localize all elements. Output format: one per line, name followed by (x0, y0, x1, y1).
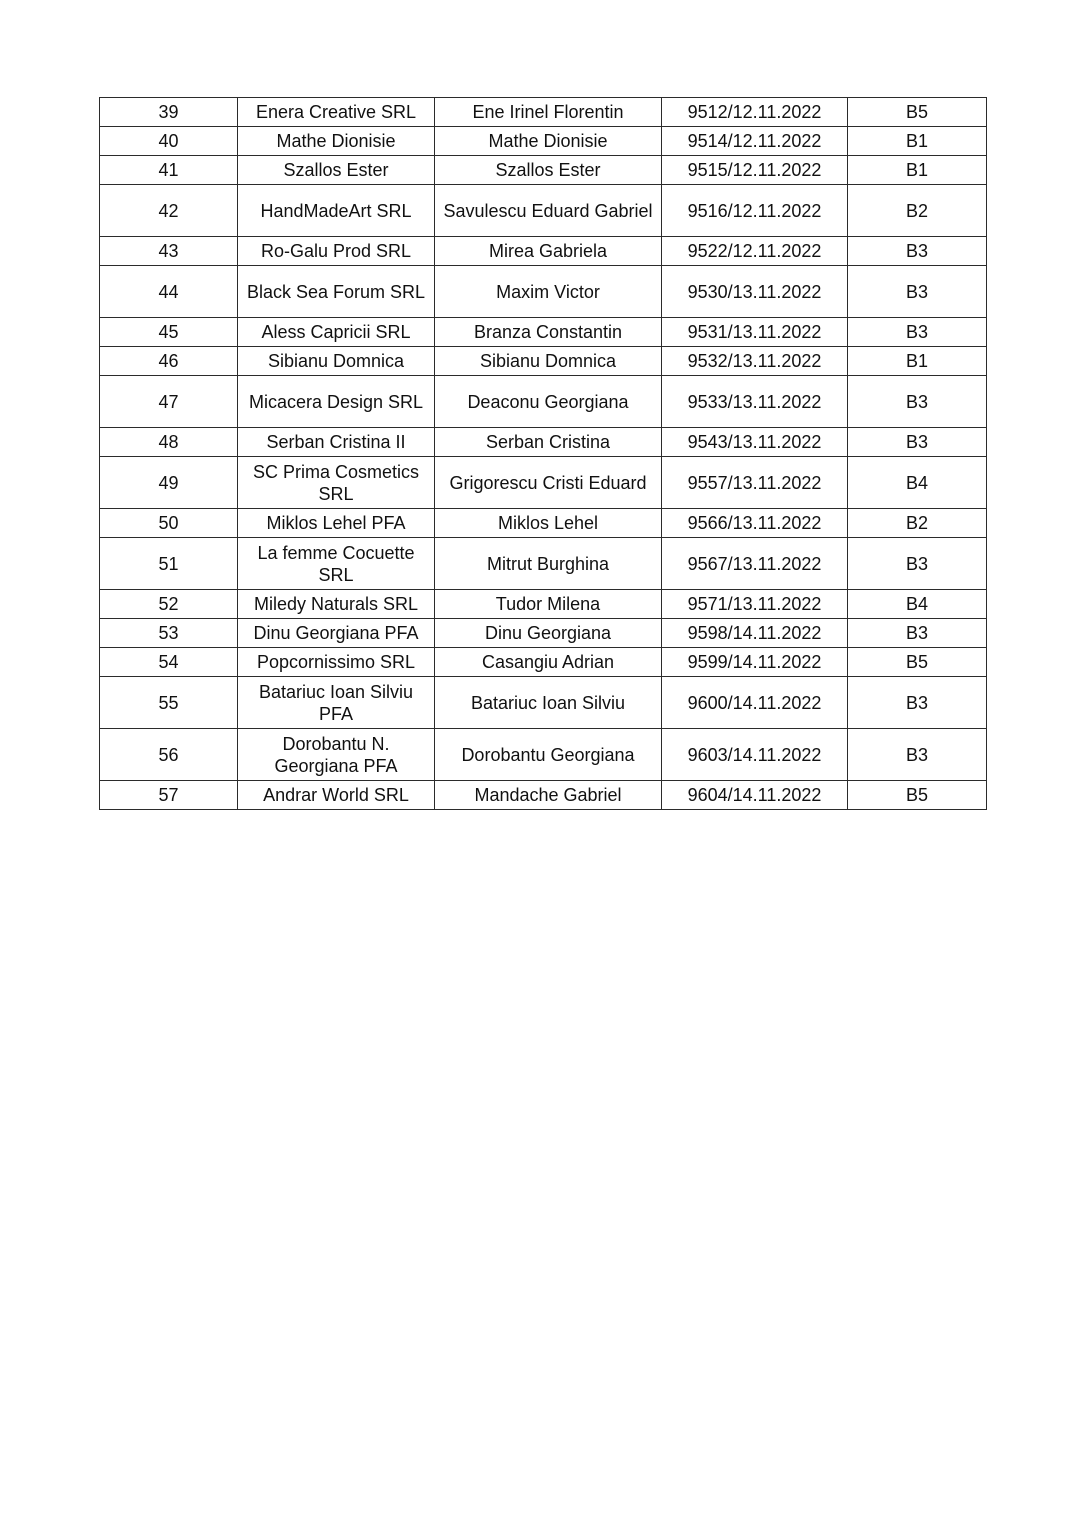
table-row (100, 347, 987, 376)
registration-number: 9603/14.11.2022 (662, 729, 848, 781)
registration-number: 9566/13.11.2022 (662, 509, 848, 538)
row-number: 52 (100, 590, 238, 619)
person-name: Mathe Dionisie (435, 127, 662, 156)
table-row (100, 677, 987, 729)
row-number: 42 (100, 185, 238, 237)
category: B2 (848, 185, 987, 237)
registration-number: 9533/13.11.2022 (662, 376, 848, 428)
table-row (100, 457, 987, 509)
company-name: Enera Creative SRL (238, 98, 435, 127)
category: B3 (848, 729, 987, 781)
person-name: Tudor Milena (435, 590, 662, 619)
registration-number: 9522/12.11.2022 (662, 237, 848, 266)
category: B1 (848, 156, 987, 185)
category: B3 (848, 619, 987, 648)
table-row (100, 185, 987, 237)
table-row (100, 428, 987, 457)
person-name: Branza Constantin (435, 318, 662, 347)
row-number: 49 (100, 457, 238, 509)
category: B3 (848, 266, 987, 318)
row-number: 53 (100, 619, 238, 648)
person-name: Dorobantu Georgiana (435, 729, 662, 781)
person-name: Maxim Victor (435, 266, 662, 318)
row-number: 48 (100, 428, 238, 457)
category: B1 (848, 347, 987, 376)
row-number: 40 (100, 127, 238, 156)
row-number: 56 (100, 729, 238, 781)
person-name: Sibianu Domnica (435, 347, 662, 376)
registration-number: 9557/13.11.2022 (662, 457, 848, 509)
row-number: 50 (100, 509, 238, 538)
company-name: La femme Cocuette SRL (238, 538, 435, 590)
category: B3 (848, 376, 987, 428)
table-row (100, 538, 987, 590)
row-number: 54 (100, 648, 238, 677)
row-number: 47 (100, 376, 238, 428)
category: B1 (848, 127, 987, 156)
registration-number: 9532/13.11.2022 (662, 347, 848, 376)
table-row (100, 648, 987, 677)
person-name: Mirea Gabriela (435, 237, 662, 266)
registration-number: 9516/12.11.2022 (662, 185, 848, 237)
registration-number: 9512/12.11.2022 (662, 98, 848, 127)
company-name: Dorobantu N. Georgiana PFA (238, 729, 435, 781)
person-name: Dinu Georgiana (435, 619, 662, 648)
registration-table (99, 97, 987, 810)
table-row (100, 376, 987, 428)
row-number: 51 (100, 538, 238, 590)
company-name: Ro-Galu Prod SRL (238, 237, 435, 266)
company-name: Mathe Dionisie (238, 127, 435, 156)
category: B5 (848, 648, 987, 677)
table-row (100, 781, 987, 810)
registration-number: 9571/13.11.2022 (662, 590, 848, 619)
row-number: 43 (100, 237, 238, 266)
person-name: Savulescu Eduard Gabriel (435, 185, 662, 237)
registration-number: 9599/14.11.2022 (662, 648, 848, 677)
table-row (100, 729, 987, 781)
company-name: Micacera Design SRL (238, 376, 435, 428)
registration-number: 9604/14.11.2022 (662, 781, 848, 810)
row-number: 55 (100, 677, 238, 729)
row-number: 45 (100, 318, 238, 347)
row-number: 39 (100, 98, 238, 127)
company-name: Dinu Georgiana PFA (238, 619, 435, 648)
row-number: 41 (100, 156, 238, 185)
category: B4 (848, 457, 987, 509)
company-name: SC Prima Cosmetics SRL (238, 457, 435, 509)
row-number: 46 (100, 347, 238, 376)
category: B3 (848, 538, 987, 590)
category: B2 (848, 509, 987, 538)
company-name: Miledy Naturals SRL (238, 590, 435, 619)
company-name: Black Sea Forum SRL (238, 266, 435, 318)
row-number: 44 (100, 266, 238, 318)
registration-number: 9530/13.11.2022 (662, 266, 848, 318)
row-number: 57 (100, 781, 238, 810)
table-row (100, 237, 987, 266)
company-name: Popcornissimo SRL (238, 648, 435, 677)
category: B3 (848, 318, 987, 347)
person-name: Miklos Lehel (435, 509, 662, 538)
registration-number: 9531/13.11.2022 (662, 318, 848, 347)
person-name: Grigorescu Cristi Eduard (435, 457, 662, 509)
registration-number: 9567/13.11.2022 (662, 538, 848, 590)
company-name: HandMadeArt SRL (238, 185, 435, 237)
registration-number: 9515/12.11.2022 (662, 156, 848, 185)
registration-number: 9600/14.11.2022 (662, 677, 848, 729)
registration-number: 9514/12.11.2022 (662, 127, 848, 156)
person-name: Casangiu Adrian (435, 648, 662, 677)
table-row (100, 127, 987, 156)
category: B3 (848, 677, 987, 729)
company-name: Batariuc Ioan Silviu PFA (238, 677, 435, 729)
category: B5 (848, 781, 987, 810)
table-row (100, 266, 987, 318)
person-name: Mitrut Burghina (435, 538, 662, 590)
person-name: Szallos Ester (435, 156, 662, 185)
table-row (100, 509, 987, 538)
person-name: Mandache Gabriel (435, 781, 662, 810)
category: B4 (848, 590, 987, 619)
table-row (100, 619, 987, 648)
table-row (100, 318, 987, 347)
registration-number: 9598/14.11.2022 (662, 619, 848, 648)
person-name: Batariuc Ioan Silviu (435, 677, 662, 729)
table-row (100, 98, 987, 127)
company-name: Sibianu Domnica (238, 347, 435, 376)
person-name: Serban Cristina (435, 428, 662, 457)
category: B3 (848, 237, 987, 266)
table-row (100, 156, 987, 185)
category: B5 (848, 98, 987, 127)
company-name: Andrar World SRL (238, 781, 435, 810)
company-name: Miklos Lehel PFA (238, 509, 435, 538)
person-name: Deaconu Georgiana (435, 376, 662, 428)
person-name: Ene Irinel Florentin (435, 98, 662, 127)
category: B3 (848, 428, 987, 457)
company-name: Aless Capricii SRL (238, 318, 435, 347)
company-name: Serban Cristina II (238, 428, 435, 457)
company-name: Szallos Ester (238, 156, 435, 185)
registration-number: 9543/13.11.2022 (662, 428, 848, 457)
table-row (100, 590, 987, 619)
